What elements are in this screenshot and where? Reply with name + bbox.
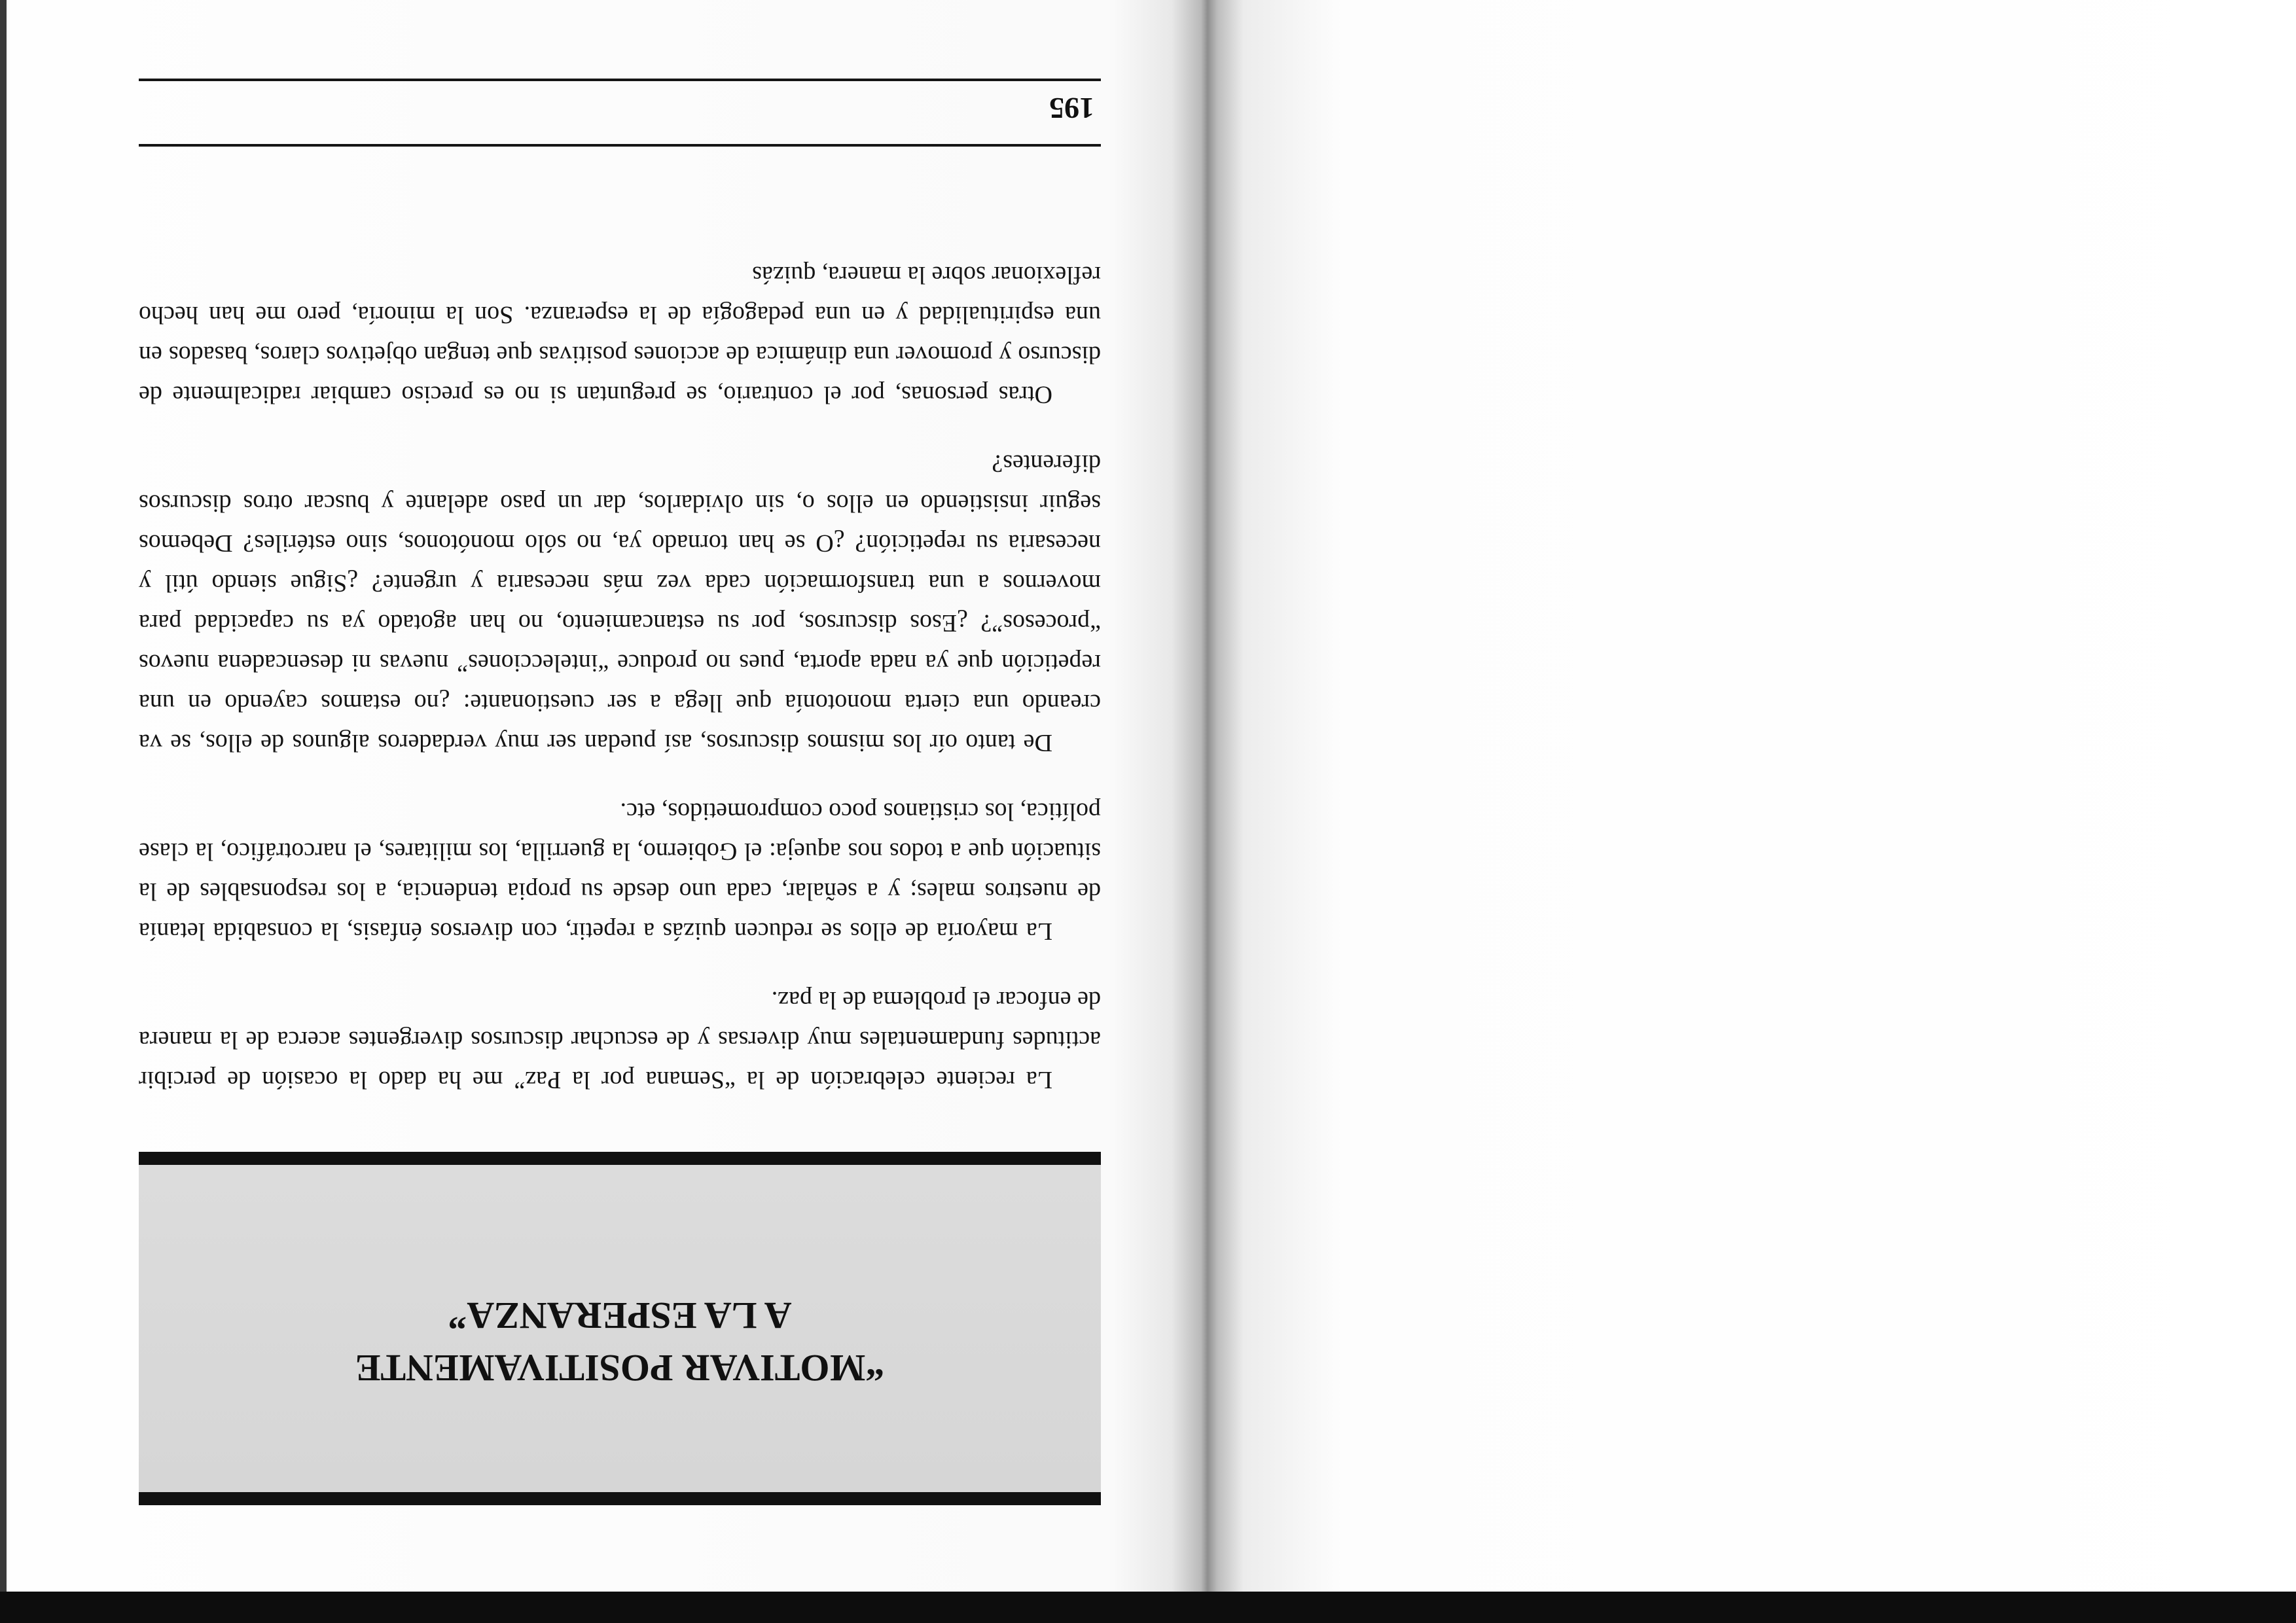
chapter-title-line-1: “MOTIVAR POSITIVAMENTE bbox=[355, 1347, 885, 1389]
scanner-bottom-edge bbox=[0, 1592, 2296, 1623]
left-edge-shadow bbox=[0, 0, 7, 1592]
chapter-title bbox=[139, 1289, 1101, 1394]
left-page-upside-down bbox=[139, 79, 1101, 1505]
body-text bbox=[139, 226, 1101, 1099]
page-number: 195 bbox=[1049, 92, 1094, 125]
footer-rule-bottom bbox=[139, 79, 1101, 81]
paragraph-1: La reciente celebración de la “Semana por la Paz” me ha dado la ocasión de percibir actitudes fundamentales muy diversas y de escuchar discursos divergentes acerca de la manera de enfocar el problema de la paz. bbox=[139, 986, 1101, 1094]
paragraph-3: De tanto oír los mismos discursos, así puedan ser muy verdaderos algunos de ellos, se va creando una cierta monotonía que llega a ser cuestionante: ¿no estamos cayendo en una repetición que ya nada aporta, pues no produce “intelecciones” nuevas ni desencadena nuevos “procesos”? ¿Esos discursos, por su estancamiento, no han agotado ya su capacidad para movernos a una transformación cada vez más necesaria y urgente? ¿Sigue siendo útil y necesaria su repetición? ¿O se han tornado ya, no sólo monótonos, sino estériles? Debemos seguir insistiendo en ellos o, sin olvidarlos, dar un paso adelante y buscar otros discursos diferentes? bbox=[139, 450, 1101, 757]
chapter-title-box bbox=[139, 1152, 1101, 1505]
paragraph-4: Otras personas, por el contrario, se preguntan si no es preciso cambiar radicalmente de discurso y promover una dinámica de acciones positivas que tengan objetivos claros, basados en una espiritualidad y en una pedagogía de la esperanza. Son la minoría, pero me han hecho reflexionar sobre la manera, quizás bbox=[139, 261, 1101, 408]
footer-rule-top bbox=[139, 144, 1101, 147]
paragraph-2: La mayoría de ellos se reducen quizás a repetir, con diversos énfasis, la consabida letanía de nuestros males; y a señalar, cada uno desde su propia tendencia, a los responsables de la situación que a todos nos aqueja: el Gobierno, la guerrilla, los militares, el narcotráfico, la clase política, los cristianos poco comprometidos, etc. bbox=[139, 798, 1101, 945]
chapter-title-line-2: A LA ESPERANZA” bbox=[448, 1294, 792, 1337]
